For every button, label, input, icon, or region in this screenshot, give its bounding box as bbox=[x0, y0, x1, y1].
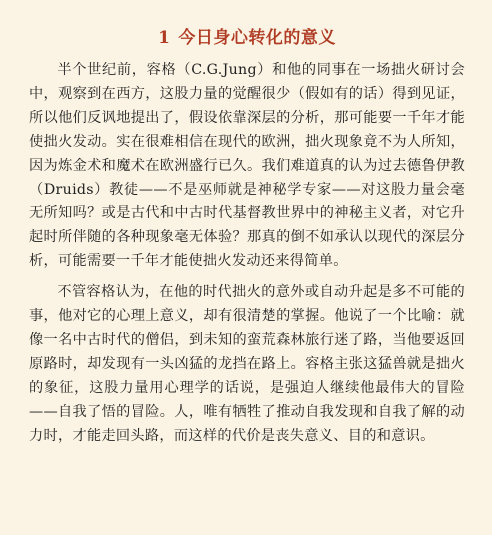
body-paragraph-2: 不管容格认为，在他的时代拙火的意外或自动升起是多不可能的事，他对它的心理上意义，却有很清楚的掌握。他说了一个比喻：就像一名中古时代的僧侣，到未知的蛮荒森林旅行迷了路，当他要返回原路时，却发现有一头凶猛的龙挡在路上。容格主张这猛兽就是拙火的象征，这股力量用心理学的话说，是强迫人继续他最伟大的冒险——自我了悟的冒险。人，唯有牺牲了推动自我发现和自我了解的动力时，才能走回头路，而这样的代价是丧失意义、目的和意识。 bbox=[29, 284, 465, 444]
section-title: 今日身心转化的意义 bbox=[178, 28, 336, 48]
body-paragraph-1: 半个世纪前，容格（C.G.Jung）和他的同事在一场拙火研讨会中，观察到在西方，这股力量的觉醒很少（假如有的话）得到见证， 所以他们反讽地提出了，假设依靠深层的分析，那可能要一千年才能使拙火发动。实在很难相信在现代的欧洲，拙火现象竟不为人所知，因为炼金术和魔术在欧洲盛行已久。我们难道真的认为过去德鲁伊教（Druids）教徒——不是巫师就是神秘学专家——对这股力量会毫无所知吗？或是古代和中古时代基督教世界中的神秘主义者，对它升起时所伴随的各种现象毫无体验？那真的倒不如承认以现代的深层分析，可能需要一千年才能使拙火发动还来得简单。 bbox=[29, 62, 465, 270]
section-heading bbox=[29, 26, 465, 50]
section-number: 1 bbox=[158, 28, 171, 48]
